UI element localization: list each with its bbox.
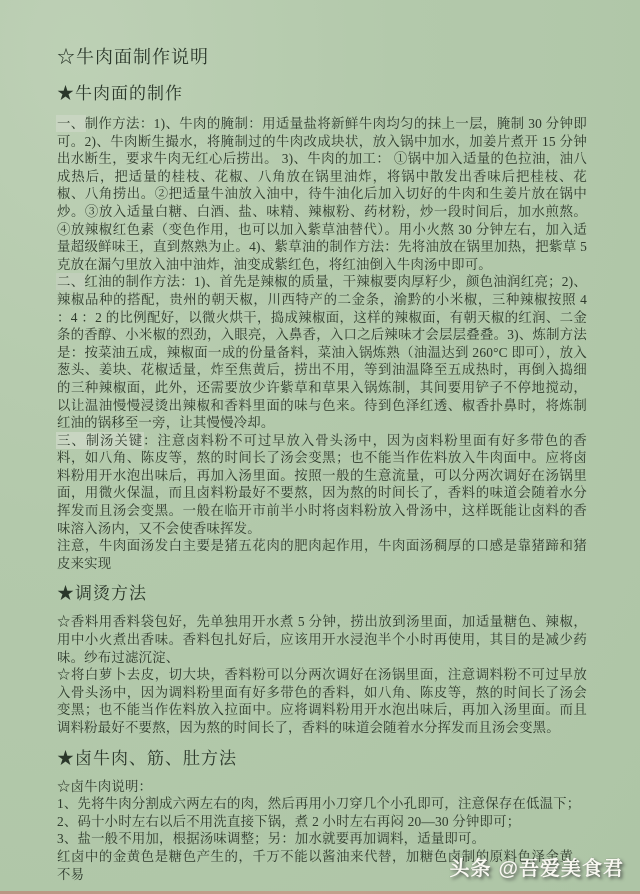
paragraph-white-soup-note: 注意，牛肉面汤发白主要是猪五花肉的肥肉起作用，牛肉面汤稠厚的口感是靠猪蹄和猪皮来实现 xyxy=(57,538,587,571)
paragraph-red-oil-label: 二、 xyxy=(57,274,85,290)
paragraph-soup-key xyxy=(57,432,587,538)
watermark xyxy=(449,852,624,881)
paragraph-radish: ☆将白萝卜去皮，切大块，香料粉可以分两次调好在汤锅里面，注意调料粉不可过早放入骨头汤中，因为调料粉里面有好多带色的香料，如八角、陈皮等，熬的时间长了汤会变黑；也不能当作佐料放入拉面中。应将调料粉用开水泡出味后，再加入汤里面。而且调料粉最好不要熬，因为熬的时间长了，香料的味道会随着水分挥发而且汤会变黑。 xyxy=(57,667,587,735)
paragraph-red-oil xyxy=(57,273,587,431)
section-heading-making: ★牛肉面的制作 xyxy=(57,84,183,103)
paragraph-method xyxy=(57,115,587,273)
paragraph-red-oil-text: 红油的制作方法：1)、首先是辣椒的质量，干辣椒要肉厚籽少，颜色油润红亮；2)、辣椒品种的搭配，贵州的朝天椒，川西特产的二金条，渝黔的小米椒，三种辣椒按照 4 ：4 ：2 的比例配好，以微火烘干，捣成辣椒面，这样的辣椒面，有朝天椒的红润、二金条的香醇、小米椒的烈劲，入眼亮，入鼻香，入口之后辣味才会层层叠叠。3)、炼制方法是：按菜油五成，辣椒面一成的份量备料，菜油入锅炼熟（油温达到 260°C 即可），放入葱头、姜块、花椒适量，炸至焦黄后，捞出不用，等到油温降至五成热时，再倒入捣细的三种辣椒面，此外，还需要放少许紫草和草果入锅炼制，其间要用铲子不停地搅动，以让温油慢慢浸烫出辣椒和香料里面的味与色来。待到色泽红透、椒香扑鼻时，将炼制红油的锅移至一旁，让其慢慢冷却。 xyxy=(57,274,587,431)
lu-beef-step-3: 3、盐一般不用加，根据汤味调整；另：加水就要再加调料，适量即可。 xyxy=(57,831,486,847)
lu-beef-step-1: 1、先将牛肉分割成六两左右的肉，然后再用小刀穿几个小孔即可，注意保存在低温下； xyxy=(57,796,581,812)
paragraph-method-text: 制作方法：1)、牛肉的腌制：用适量盐将新鲜牛肉均匀的抹上一层，腌制 30 分钟即可。2)、牛肉断生撮水，将腌制过的牛肉改成块状，放入锅中加水，加姜片煮开 15 分钟出水断生，要求牛肉无红心后捞出。 3)、牛肉的加工： ①锅中加入适量的色拉油，油八成热后，把适量的桂枝、花椒、八角放在锅里油炸，将锅中散发出香味后把桂枝、花椒、八角捞出。②把适量牛油放入油中，待牛油化后加入切好的牛肉和生姜片放在锅中炒。③放入适量白糖、白酒、盐、味精、辣椒粉、药材粉，炒一段时间后，加水煎熬。④放辣椒红色素（变色作用，也可以加入紫草油替代）。用小火熬 30 分钟左右，加入适量超级鲜味王，直到熬熟为止。4)、紫草油的制作方法：先将油放在锅里加热，把紫草 5 克放在漏勺里放入油中油炸，油变成紫红色，将红油倒入牛肉汤中即可。 xyxy=(57,116,587,272)
lu-beef-subtitle: ☆卤牛肉说明： xyxy=(57,778,153,794)
section-heading-braising: ★卤牛肉、筋、肚方法 xyxy=(57,748,237,768)
watermark-brand-label: 头条 xyxy=(449,858,492,880)
paragraph-method-label: 一、 xyxy=(57,116,85,131)
paragraph-soup-key-text: ：注意卤料粉不可过早放入骨头汤中，因为卤料粉里面有好多带色的香料，如八角、陈皮等，熬的时间长了汤会变黑；也不能当作佐料放入牛肉面中。应将卤料粉用开水泡出味后，再加入汤里面。按照一般的生意流量，可以分两次调好在汤锅里面，用微火保温，而且卤料粉最好不要熬，因为熬的时间长了，香料的味道会随着水分挥发而且汤会变黑。一般在临开市前半小时将卤料粉放入骨汤中，这样既能让卤料的香味溶入汤内，又不会使香味挥发。 xyxy=(57,432,588,536)
paragraph-spice-bag: ☆香料用香料袋包好，先单独用开水煮 5 分钟，捞出放到汤里面，加适量糖色、辣椒，用中小火煮出香味。香料包扎好后，应该用开水浸泡半个小时再使用，其目的是减少药味。纱布过滤沉淀、 xyxy=(57,614,587,665)
paragraph-sugar-color: 红卤中的金黄色是糖色产生的，千万不能以酱油来代替，加糖色卤制的原料色泽金黄，不易 xyxy=(57,848,587,882)
document-content xyxy=(57,46,587,883)
section-heading-seasoning: ★调烫方法 xyxy=(57,584,147,604)
watermark-handle-label: @吾爱美食君 xyxy=(498,858,624,880)
paragraph-soup-key-label: 三、制汤关键 xyxy=(57,432,144,448)
lu-beef-step-2: 2、码十小时左右以后不用洗直接下锅，煮 2 小时左右再闷 20—30 分钟即可； xyxy=(57,813,521,829)
doc-title: ☆牛肉面制作说明 xyxy=(57,47,209,67)
